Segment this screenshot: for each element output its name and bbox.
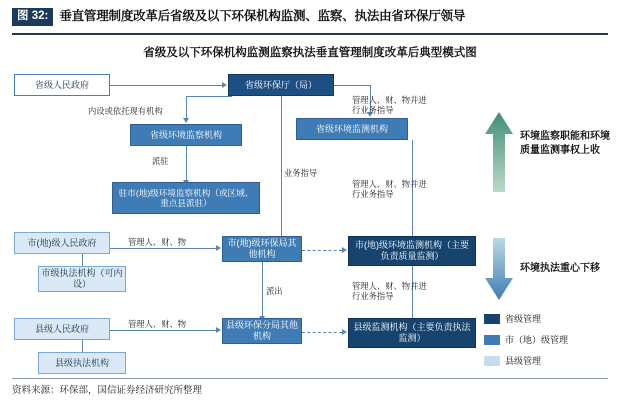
node-prov-supervise: 省级环境监察机构	[130, 124, 242, 146]
node-prov-epb: 省级环保厅（局）	[228, 74, 334, 96]
legend-item-0	[484, 312, 541, 325]
arrow-citygov-to-cityepb	[216, 245, 221, 251]
header-divider	[12, 33, 608, 35]
arrow-countybranch-to-countymonitor	[342, 329, 347, 335]
label-people-money-things-3: 管理人、财、物	[128, 237, 187, 247]
node-city-supervise-dispatch: 驻市(地)级环境监察机构（或区域、重点县派驻）	[112, 182, 260, 214]
node-city-epb: 市(地)级环保局其他机构	[222, 236, 302, 262]
node-county-monitor: 县级监测机构（主要负责执法监测）	[348, 318, 476, 348]
legend-item-1	[484, 333, 568, 346]
edge-cityepb-to-citymonitor	[302, 250, 342, 251]
node-county-gov: 县级人民政府	[14, 318, 110, 340]
node-prov-gov: 省级人民政府	[14, 74, 110, 96]
arrow-provgov-to-provepb	[222, 82, 227, 88]
edge-citygov-to-cityepb	[110, 248, 216, 249]
legend-label-prov: 省级管理	[505, 314, 542, 324]
down-arrow-graphic	[484, 238, 514, 300]
figure-number-badge: 图 32:	[12, 8, 53, 26]
figure-header	[12, 8, 608, 34]
label-people-money-things-1: 管理人、财、物并进 行业务指导	[352, 95, 427, 115]
node-county-enforce: 县级执法机构	[38, 352, 126, 374]
legend-swatch-city	[484, 335, 500, 345]
source-note: 资料来源：环保部，国信证券经济研究所整理	[12, 385, 203, 396]
label-people-money-things-2: 管理人、财、物并进 行业务指导	[352, 179, 427, 199]
edge-provgov-to-provepb	[110, 85, 222, 86]
label-people-money-things-4: 管理人、财、物并进 行业务指导	[352, 281, 427, 301]
note-down: 环境执法重心下移	[520, 263, 600, 274]
label-people-money-things-5: 管理人、财、物	[128, 319, 187, 329]
edge-to-provsupervise	[186, 96, 187, 118]
label-internal-or-entrust: 内设或依托现有机构	[88, 106, 163, 116]
legend-item-2	[484, 354, 541, 367]
legend-swatch-county	[484, 356, 500, 366]
edge-provepb-to-provmonitor	[334, 85, 370, 86]
footer-divider	[12, 378, 608, 379]
edge-provepb-left	[186, 96, 232, 97]
edge-dispatch-out	[262, 262, 263, 318]
arrow-to-provsupervise	[183, 118, 189, 123]
edge-provsupervise-down	[186, 146, 187, 182]
arrow-cityepb-to-citymonitor	[342, 247, 347, 253]
legend-label-city: 市（地）级管理	[505, 335, 569, 345]
edge-citygov-to-cityenforce	[82, 254, 83, 266]
figure-title: 垂直管理制度改革后省级及以下环保机构监测、监察、执法由省环保厅领导	[59, 9, 466, 23]
edge-business-guide	[281, 96, 282, 238]
edge-countygov-to-countyenforce	[82, 340, 83, 352]
node-city-monitor: 市(地)级环境监测机构（主要负责质量监测）	[348, 236, 476, 266]
up-arrow-graphic	[484, 112, 514, 192]
legend-label-county: 县级管理	[505, 356, 542, 366]
label-dispatch: 派驻	[152, 156, 169, 166]
label-dispatch-out: 派出	[266, 286, 283, 296]
edge-countygov-to-countybranch	[110, 330, 216, 331]
legend-swatch-prov	[484, 314, 500, 324]
node-county-branch: 县级环保分局其他机构	[222, 318, 302, 344]
edge-countybranch-to-countymonitor	[302, 332, 342, 333]
node-city-enforce: 市级执法机构（可内设）	[38, 266, 126, 292]
arrow-countygov-to-countybranch	[216, 327, 221, 333]
label-business-guide: 业务指导	[284, 168, 318, 178]
node-prov-monitor: 省级环境监测机构	[296, 118, 408, 140]
chart-title: 省级及以下环保机构监测监察执法垂直管理制度改革后典型模式图	[143, 47, 477, 59]
node-city-gov: 市(地)级人民政府	[14, 232, 110, 254]
note-up: 环境监察职能和环境质量监测事权上收	[520, 131, 610, 156]
